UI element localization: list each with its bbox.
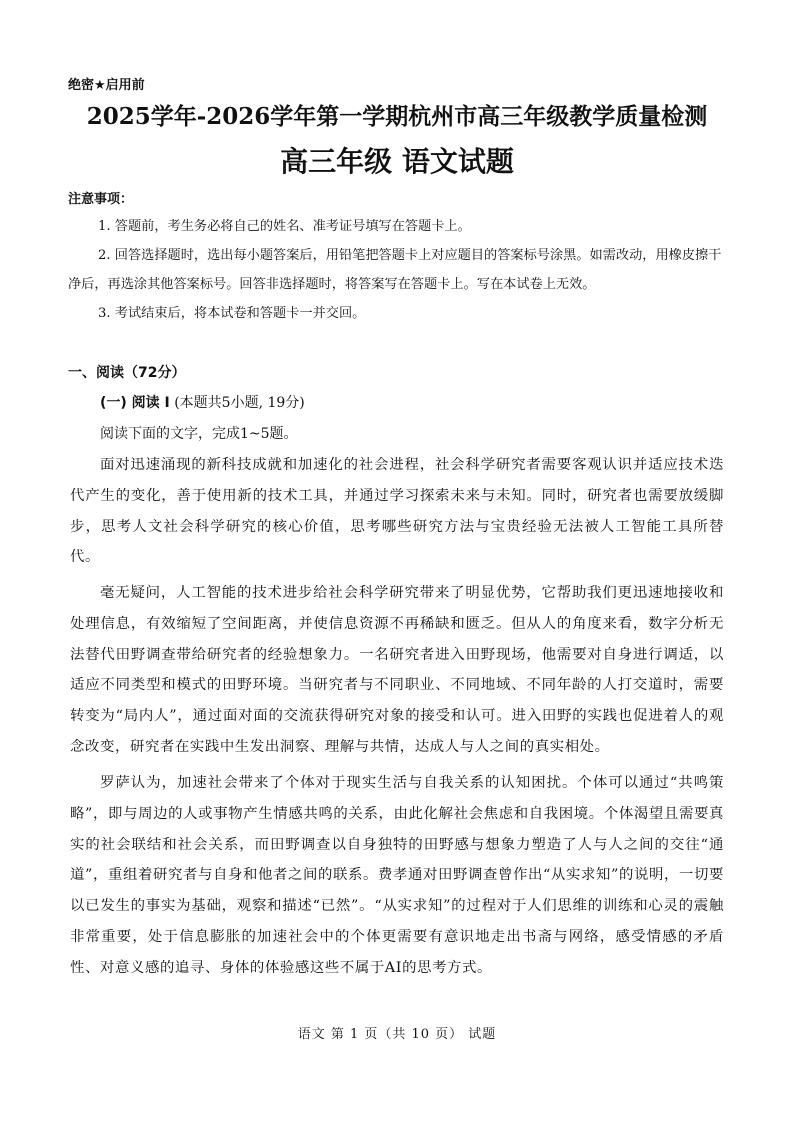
reading-instruction: 阅读下面的文字，完成1~5题。	[100, 426, 298, 442]
sub-heading-label: (一) 阅读 I	[100, 395, 170, 411]
notes-heading: 注意事项：	[68, 192, 134, 207]
passage-paragraph-3: 罗萨认为，加速社会带来了个体对于现实生活与自我关系的认知困扰。个体可以通过“共鸣策略”，即与周边的人或事物产生情感共鸣的关系，由此化解社会焦虑和自我困境。个体渴望且需要真实的社会联结和社会关系，而田野调查以自身独特的田野感与想象力塑造了人与人之间的交往“通道”，重组着研究者与自身和他者之间的联系。费孝通对田野调查曾作出“从实求知”的说明，一切要以已发生的事实为基础，观察和描述“已然”。“从实求知”的过程对于人们思维的训练和心灵的震触非常重要，处于信息膨胀的加速社会中的个体更需要有意识地走出书斋与网络，感受情感的矛盾性、对意义感的追寻、身体的体验感这些不属于AI的思考方式。	[70, 775, 724, 976]
section-heading: 一、阅读（72分）	[68, 365, 186, 381]
exam-title: 2025学年-2026学年第一学期杭州市高三年级教学质量检测	[86, 103, 708, 130]
confidential-label: 绝密★启用前	[68, 78, 145, 93]
sub-section-heading	[100, 392, 305, 412]
passage-paragraph-2: 毫无疑问，人工智能的技术进步给社会科学研究带来了明显优势，它帮助我们更迅速地接收和处理信息，有效缩短了空间距离，并使信息资源不再稀缺和匮乏。但从人的角度来看，数字分析无法替代田野调查带给研究者的经验想象力。一名研究者进入田野现场，他需要对自身进行调适，以适应不同类型和模式的田野环境。当研究者与不同职业、不同地域、不同年龄的人打交道时，需要转变为“局内人”，通过面对面的交流获得研究对象的接受和认可。进入田野的实践也促进着人的观念改变，研究者在实践中生发出洞察、理解与共情，达成人与人之间的真实相处。	[70, 585, 724, 755]
page-footer: 语文 第 1 页（共 10 页） 试题	[297, 1027, 497, 1042]
subject-title: 高三年级 语文试题	[280, 145, 514, 178]
note-item-2: 2. 回答选择题时，选出每小题答案后，用铅笔把答题卡上对应题目的答案标号涂黑。如需改动，用橡皮擦干净后，再选涂其他答案标号。回答非选择题时，将答案写在答题卡上。写在本试卷上无效。	[68, 248, 722, 292]
sub-heading-detail: (本题共5小题, 19分)	[169, 395, 305, 411]
note-item-3: 3. 考试结束后，将本试卷和答题卡一并交回。	[98, 306, 366, 321]
passage-paragraph-1: 面对迅速涌现的新科技成就和加速化的社会进程，社会科学研究者需要客观认识并适应技术迭代产生的变化，善于使用新的技术工具，并通过学习探索未来与未知。同时，研究者也需要放缓脚步，思考人文社会科学研究的核心价值，思考哪些研究方法与宝贵经验无法被人工智能工具所替代。	[70, 457, 724, 566]
note-item-1: 1. 答题前，考生务必将自己的姓名、准考证号填写在答题卡上。	[98, 219, 471, 234]
